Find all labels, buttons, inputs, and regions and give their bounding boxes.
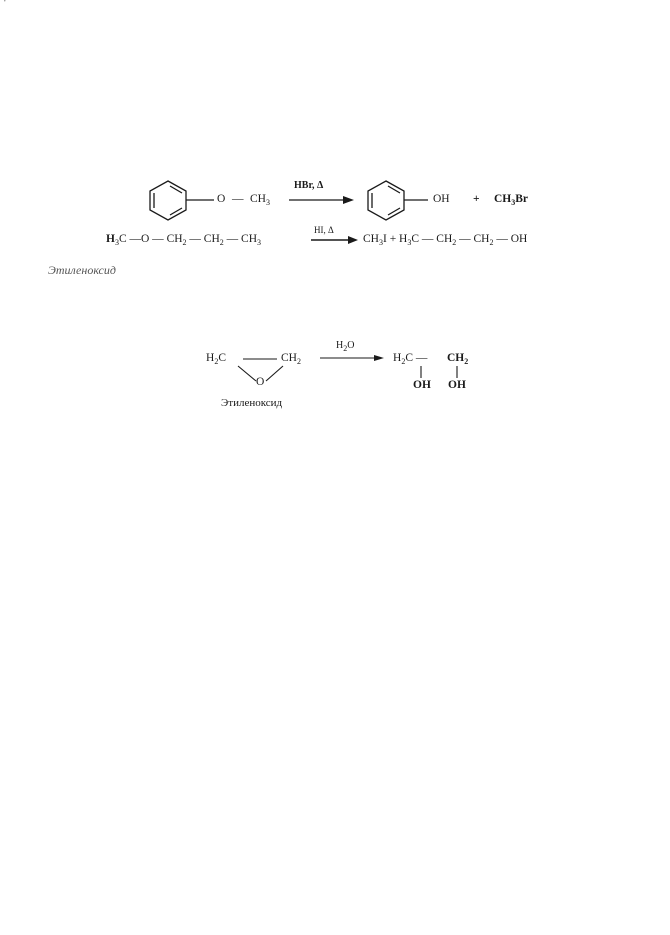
arrow-3-label [336, 340, 354, 351]
propanol-c: C — CH [411, 233, 453, 245]
iodomethane-ch: CH [363, 233, 379, 245]
diol-h: H [393, 352, 402, 364]
reaction-arrow-1 [289, 196, 354, 204]
propanol-oh: — OH [493, 233, 528, 245]
epoxide-h-sub: 2 [214, 357, 219, 366]
bromomethane-br: Br [515, 193, 529, 205]
ether-formula [106, 233, 261, 245]
ether-ch-b-sub: 2 [219, 238, 224, 247]
reaction-arrow-3 [320, 355, 384, 361]
propanol-ch-2: — CH [456, 233, 490, 245]
plus-sign-1: + [473, 193, 480, 205]
ether-h-sub: 3 [114, 238, 119, 247]
methyl-sub: 3 [265, 198, 270, 207]
ether-mid: — [186, 233, 204, 245]
benzene-ring-left [150, 181, 186, 220]
diol-chain [393, 352, 427, 364]
bromomethane-ch: CH [494, 193, 512, 205]
iodomethane-i-plus: I + H [382, 233, 408, 245]
benzene-ring-right [368, 181, 404, 220]
diol-c: C — [405, 352, 428, 364]
water-o: O [347, 340, 355, 351]
propanol-ch-2-sub: 2 [489, 238, 494, 247]
bromomethane-sub: 3 [511, 198, 516, 207]
epoxide-ch-sub: 2 [296, 357, 301, 366]
bromomethane [494, 193, 528, 205]
methyl-text: CH [250, 193, 266, 205]
diol-h-sub: 2 [401, 357, 406, 366]
epoxide-oxygen: O [256, 376, 265, 388]
ether-ch-c-sub: 3 [257, 238, 262, 247]
page-marker: ' [4, 0, 6, 9]
diol-ch2 [447, 352, 468, 364]
ether-c-o: C —O — [118, 233, 164, 245]
ether-h: H [106, 233, 115, 245]
ether-products [363, 233, 527, 245]
ether-ch-a-sub: 2 [182, 238, 187, 247]
water-sub: 2 [343, 344, 348, 353]
water-h: H [336, 340, 344, 351]
ether-ch-a: CH [166, 233, 183, 245]
iodomethane-sub: 3 [378, 238, 383, 247]
epoxide-h2c [206, 352, 226, 364]
propanol-h-sub: 3 [407, 238, 412, 247]
reaction-arrow-2 [311, 236, 358, 244]
section-label-ethylene-oxide: Этиленоксид [48, 263, 116, 277]
ether-ch-c: CH [241, 233, 258, 245]
epoxide-caption: Этиленоксид [221, 397, 283, 409]
diol-ch: CH [447, 352, 465, 364]
diol-oh-1: OH [413, 379, 431, 391]
arrow-2-label: HI, Δ [314, 225, 334, 235]
ether-mid-2: — [223, 233, 242, 245]
anisole-methyl [250, 193, 270, 205]
anisole-dash: — [232, 193, 244, 205]
diol-ch-sub: 2 [464, 357, 469, 366]
phenol-oh: OH [433, 193, 450, 205]
diol-oh-2: OH [448, 379, 466, 391]
epoxide-ch2 [281, 352, 301, 364]
epoxide-ch: CH [281, 352, 297, 364]
arrow-1-label: HBr, Δ [294, 180, 324, 191]
epoxide-h: H [206, 352, 215, 364]
ether-ch-b: CH [203, 233, 220, 245]
diol-bonds [421, 366, 457, 378]
propanol-ch-sub: 2 [452, 238, 457, 247]
anisole-oxygen: O [217, 193, 226, 205]
epoxide-c: C [218, 352, 226, 364]
